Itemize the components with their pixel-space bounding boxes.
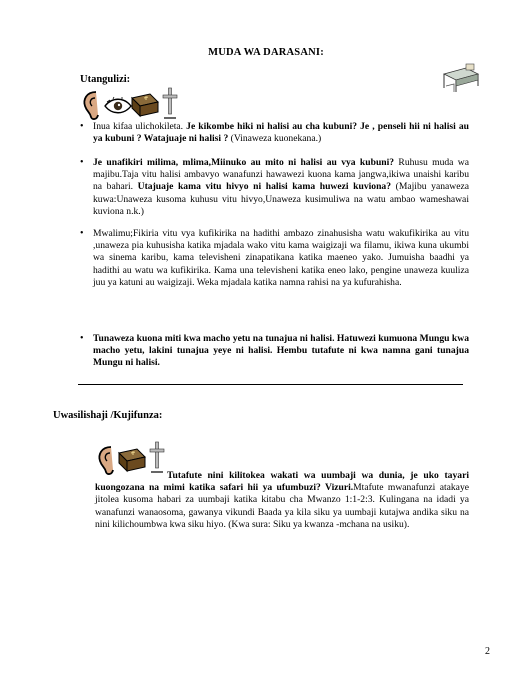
bullet-glyph: • bbox=[80, 157, 84, 168]
intro-heading: Utangulizi: bbox=[80, 74, 131, 85]
bullet-3-text: Mwalimu;Fikiria vitu vya kufikirika na hadithi ambazo zinahusisha watu wakufikirika au vitu ,unaweza pia kuhusisha katika mjadala wako vitu kama waigizaji wa filamu, ikiwa kuna ukumbi wa sinema karibu, kama televisheni zinapatikana katika maeneo yako. Jumuisha baadhi ya hadithi au watu wa kufikirika. Kama una televisheni katika eneo lako, pengine unaweza kuuliza juu ya katuni au waigizaji. Weka mjadala katika namna rahisi na ya kufurahisha. bbox=[93, 228, 469, 288]
cross-icon bbox=[162, 86, 178, 120]
section-2-heading: Uwasilishaji /Kujifunza: bbox=[53, 410, 163, 421]
ear-icon bbox=[80, 90, 104, 120]
bullet-2-text: Je unafikiri milima, mlima,Miinuko au mito ni halisi au vya kubuni? Ruhusu muda wa majibu.Taja vitu halisi ambavyo wanafunzi hawawezi kuona kama jangwa,ikiwa unaishi karibu na bahari. Utajuaje kama vitu hivyo ni halisi kama huwezi kuviona? (Majibu yanaweza kuwa:Unaweza kusoma kuhusu vitu hivyo,Unaweza kusimuliwa na watu ambao wameshawai kuviona n.k.) bbox=[93, 157, 469, 217]
page-title: MUDA WA DARASANI: bbox=[208, 47, 324, 58]
bullet-glyph: • bbox=[80, 121, 84, 132]
bullet-glyph: • bbox=[80, 228, 84, 239]
bullet-1-text: Inua kifaa ulichokileta. Je kikombe hiki ni halisi au cha kubuni? Je , penseli hii ni halisi au ya kubuni ? Watajuaje ni halisi ? (Vinaweza kuonekana.) bbox=[93, 121, 470, 145]
bullet-glyph: • bbox=[80, 333, 84, 344]
bible-icon bbox=[130, 92, 160, 118]
page-number: 2 bbox=[485, 646, 490, 657]
cross-icon bbox=[149, 440, 165, 474]
section-divider bbox=[78, 384, 463, 385]
bullet-4-text: Tunaweza kuona miti kwa macho yetu na tunajua ni halisi. Hatuwezi kumuona Mungu kwa macho yetu, lakini tunajua yeye ni halisi. Hembu tutafute ni kwa namna gani tunajua Mungu ni halisi. bbox=[93, 333, 469, 369]
desk-icon bbox=[440, 64, 482, 94]
section-2-text: Tutafute nini kilitokea wakati wa uumbaji wa dunia, je uko tayari kuongozana na mimi katika safari hii ya ufumbuzi? Vizuri.Mtafute mwanafunzi atakaye jitolea kusoma habari za uumbaji katika kitabu cha Mwanzo 1:1-2:3. Kulingana na idadi ya wanafunzi wanaosoma, gawanya vikundi Baada ya kila siku ya uumbaji kutajwa andika siku na nini kilichoumbwa kwa siku hiyo. (Kwa sura: Siku ya kwanza -mchana na usiku). bbox=[95, 470, 469, 530]
eye-icon bbox=[104, 98, 132, 114]
